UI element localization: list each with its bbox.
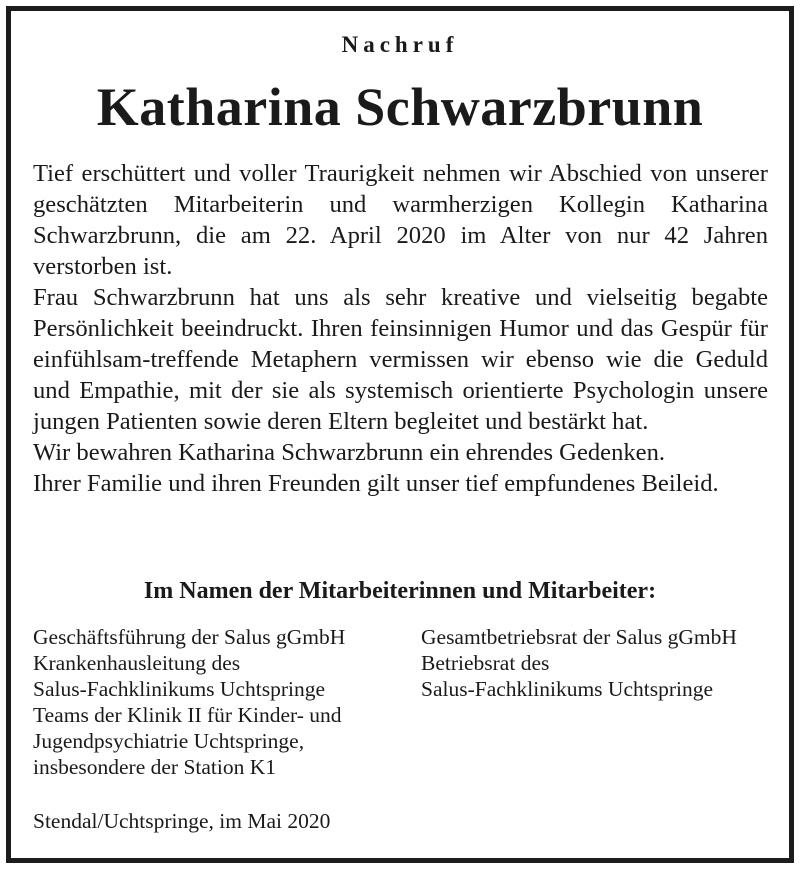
place-date: Stendal/Uchtspringe, im Mai 2020 xyxy=(33,809,331,833)
body-paragraph: Ihrer Familie und ihren Freunden gilt unser tief empfundenes Beileid. xyxy=(33,470,719,497)
signatories-right: Gesamtbetriebsrat der Salus gGmbH Betriebsrat des Salus-Fachklinikums Uchtspringe xyxy=(421,625,737,701)
deceased-name: Katharina Schwarzbrunn xyxy=(96,77,704,137)
notice-heading: Nachruf xyxy=(341,32,459,57)
body-paragraph: Wir bewahren Katharina Schwarzbrunn ein ehrendes Gedenken. xyxy=(33,439,666,466)
notice-body xyxy=(33,158,768,499)
body-paragraph: Tief erschüttert und voller Traurigkeit nehmen wir Abschied von unserer geschätzten Mitarbeiterin und warmherzigen Kollegin Katharina Schwarzbrunn, die am 22. April 2020 im Alter von nur 42 Jahren verstorben ist. xyxy=(33,160,768,280)
signature-title: Im Namen der Mitarbeiterinnen und Mitarbeiter: xyxy=(143,578,657,604)
body-paragraph: Frau Schwarzbrunn hat uns als sehr kreative und vielseitig begabte Persönlichkeit beeindruckt. Ihren feinsinnigen Humor und das Gespür für einfühlsam-treffende Metaphern vermissen wir ebenso wie die Geduld und Empathie, mit der sie als systemisch orientierte Psychologin unsere jungen Patienten sowie deren Eltern begleitet und bestärkt hat. xyxy=(33,284,768,435)
signatories-left: Geschäftsführung der Salus gGmbH Krankenhausleitung des Salus-Fachklinikums Uchtspringe Teams der Klinik II für Kinder- und Jugendpsychiatrie Uchtspringe, insbesondere der Station K1 xyxy=(33,625,346,779)
